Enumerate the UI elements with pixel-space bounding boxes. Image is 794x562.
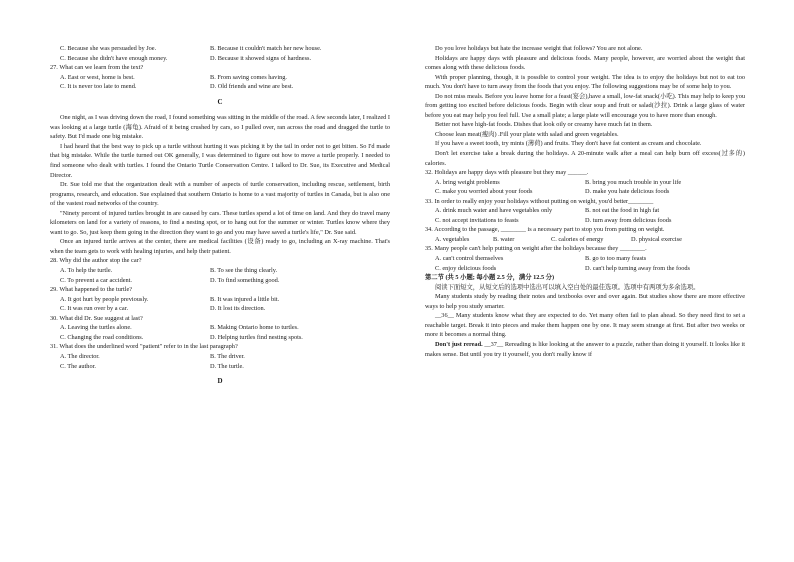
q35-options-row2 [425, 264, 745, 274]
q33-stem: 33. In order to really enjoy your holidays without putting on weight, you'd better________ [425, 197, 654, 205]
q30-stem: 30. What did Dr. Sue suggest at last? [50, 314, 143, 322]
q29-option-b: B. It was injured a little bit. [210, 295, 280, 303]
right-column [425, 44, 745, 359]
q30-option-d: D. Helping turtles find nesting spots. [210, 333, 303, 341]
q30-options-row1 [50, 323, 390, 333]
q35-stem: 35. Many people can't help putting on weight after the holidays because they ________. [425, 245, 647, 253]
q27-option-a: A. East or west, home is best. [60, 73, 135, 81]
q27-option-c: C. It is never too late to mend. [60, 83, 137, 91]
q28-option-c: C. To prevent a car accident. [60, 276, 132, 284]
q32-option-b: B. bring you much trouble in your life [585, 178, 682, 186]
passage-d-para5: Better not have high-fat foods. Dishes that look oily or creamy have much fat in them. [435, 121, 653, 129]
q31-option-d: D. The turtle. [210, 362, 244, 370]
passage2-para3 [425, 340, 745, 359]
q27-option-d: D. Old friends and wine are best. [210, 83, 294, 91]
q34-option-d: D. physical exercise [631, 235, 682, 243]
q26-options-row2 [50, 54, 390, 64]
passage-d-para8: Don't let exercise take a break during the holidays. A 20-minute walk after a meal can help burn off excess(过多的) calories. [425, 150, 745, 167]
q31-options-row1 [50, 352, 390, 362]
q32-options-row2 [425, 187, 745, 197]
q29-stem: 29. What happened to the turtle? [50, 286, 133, 294]
q35-options-row1 [425, 254, 745, 264]
section2-instructions: 阅读下面短文，从短文后的选项中选出可以填入空白处的最佳选项。选项中有两项为多余选项。 [435, 283, 700, 291]
q32-options-row1 [425, 178, 745, 188]
q28-options-row1 [50, 266, 390, 276]
q28-options-row2 [50, 276, 390, 286]
q31-option-c: C. The author. [60, 362, 96, 370]
q32-option-c: C. make you worried about your foods [435, 188, 533, 196]
q34-options [425, 235, 745, 245]
q27-stem: 27. What can we learn from the text? [50, 64, 144, 72]
q29-option-a: A. It got hurt by people previously. [60, 295, 149, 303]
reread-heading: Don't just reread. [435, 340, 483, 348]
passage-c-para3: Dr. Sue told me that the organization dealt with a number of aspects of turtle conservation, including rescue, settlement, birth programs, research, and education. Sue explained that southern Ontario is home to a vast majority of turtles in Canada, but is also one of the vastest road networks of the country. [50, 181, 390, 208]
q35-option-c: C. enjoy delicious foods [435, 264, 497, 272]
q33-options-row1 [425, 206, 745, 216]
passage2-para1: Many students study by reading their notes and textbooks over and over again. But studies show there are more effective ways to help you study smarter. [425, 293, 745, 310]
passage2-para2: __36__ Many students know what they are expected to do. Yet many often fail to plan ahead. So they need first to set a reachable target. Break it into pieces and make them happen one by one. It may seem strange at first. But after two weeks or more it becomes a normal thing. [425, 312, 745, 339]
q33-option-d: D. turn away from delicious foods [585, 216, 672, 224]
passage-d-para1: Do you love holidays but hate the increase weight that follows? You are not alone. [435, 45, 643, 52]
q32-option-d: D. make you hate delicious foods [585, 188, 670, 196]
passage-c-para2: I had heard that the best way to pick up a turtle without hurting it was picking it by the tail in order not to get bitten. So I'd made that big mistake. While the turtle turned out OK generally, I was determined to figure out how to move a turtle properly. I needed to find someone who dealt with turtles. I found the Ontario Turtle Conservation Centre. I talked to Dr. Sue, its Executive and Medical Director. [50, 142, 390, 179]
passage-d-para7: If you have a sweet tooth, try mints (薄荷) and fruits. They don't have fat content as cream and chocolate. [435, 140, 702, 148]
q27-options-row2 [50, 82, 390, 92]
section-c-heading: C [217, 97, 223, 106]
q28-option-d: D. To find something good. [210, 276, 280, 284]
passage-c-para1: One night, as I was driving down the road, I found something was sitting in the middle of the road. A few seconds later, I realized I was looking at a large turtle (海龟). Afraid of it being crushed by cars, so I pulled over, ran across the road and dragged the turtle to safety. But I'd made one big mistake. [50, 114, 390, 141]
reread-text: __37__ Rereading is like looking at the answer to a puzzle, rather than doing it yourself. It looks like it makes sense. But until you try it yourself, you don't really know if [425, 340, 746, 358]
q29-option-c: C. It was run over by a car. [60, 305, 129, 313]
section-d-heading: D [217, 377, 223, 386]
passage-d-para4: Do not miss meals. Before you leave home for a feast(宴会),have a small, low-fat snack(小吃). This may help to keep you from getting too excited before delicious foods. Begin with clear soup and fruit or salad(沙拉). Drink a large glass of water before you eat may help you feel full. Use a small plate; a large plate will encourage you to have more than enough. [425, 92, 745, 119]
q28-option-b: B. To see the thing clearly. [210, 267, 278, 275]
q34-stem: 34. According to the passage, ________ is a necessary part to stop you from putting on weight. [425, 226, 665, 234]
q34-option-a: A. vegetables [435, 235, 470, 243]
q29-option-d: D. It lost its direction. [210, 305, 266, 313]
q34-option-b: B. water [493, 235, 515, 243]
q35-option-b: B. go to too many feasts [585, 255, 647, 263]
passage-c-para4: "Ninety percent of injured turtles brought in are caused by cars. These turtles spend a lot of time on land. And they do travel many kilometers on land for a variety of reasons, to find a nesting spot, or to hang out for the summer or winter. Turtles know where they want to go. So, just keep them going in the direction they want to go and you may have saved a turtle's life," Dr. Sue said. [50, 209, 390, 236]
passage-d-para3: With proper planning, though, it is possible to control your weight. The idea is to enjoy the holidays but not to eat too much. You don't have to turn away from the foods that you enjoy. The following suggestions may be of some help to you. [425, 73, 745, 91]
q30-option-a: A. Leaving the turtles alone. [60, 324, 132, 332]
q31-option-b: B. The driver. [210, 352, 245, 360]
q33-option-a: A. drink much water and have vegetables only [435, 207, 553, 215]
q26-option-c1: C. Because she was persuaded by Joe. [60, 45, 157, 52]
q27-option-b: B. From saving comes having. [210, 73, 287, 81]
q26-options-row1 [50, 44, 390, 54]
q33-options-row2 [425, 216, 745, 226]
q28-option-a: A. To help the turtle. [60, 267, 113, 275]
passage-d-para2: Holidays are happy days with pleasure and delicious foods. Many people, however, are worried about the weight that comes along with these delicious foods. [425, 54, 745, 72]
q28-stem: 28. Why did the author stop the car? [50, 257, 142, 265]
passage-d-para6: Choose lean meat(瘦肉) .Fill your plate with salad and green vegetables. [435, 130, 619, 138]
q30-option-c: C. Changing the road conditions. [60, 333, 144, 341]
q31-option-a: A. The director. [60, 352, 100, 360]
q30-option-b: B. Making Ontario home to turtles. [210, 324, 299, 332]
q33-option-c: C. not accept invitations to feasts [435, 216, 519, 224]
q27-options-row1 [50, 73, 390, 83]
q32-option-a: A. bring weight problems [435, 178, 500, 186]
q33-option-b: B. not eat the food in high fat [585, 207, 660, 215]
q31-stem: 31. What does the underlined word "patient" refer to in the last paragraph? [50, 343, 238, 351]
q32-stem: 32. Holidays are happy days with pleasure but they may ______. [425, 169, 589, 177]
q26-option-d: D. Because it showed signs of hardness. [210, 54, 312, 62]
q35-option-d: D. can't help turning away from the foods [585, 264, 691, 272]
q29-options-row1 [50, 295, 390, 305]
q26-option-c2: C. Because she didn't have enough money. [60, 54, 168, 62]
q35-option-a: A. can't control themselves [435, 255, 504, 263]
left-column [50, 44, 390, 393]
section2-title: 第二节 (共 5 小题; 每小题 2.5 分，满分 12.5 分) [425, 274, 555, 282]
q30-options-row2 [50, 333, 390, 343]
q29-options-row2 [50, 304, 390, 314]
passage-c-para5: Once an injured turtle arrives at the center, there are medical facilities (设备) ready to go, including an X-ray machine. That's when the team gets to work with healing injuries, and help their patient. [50, 238, 390, 255]
q31-options-row2 [50, 362, 390, 372]
q34-option-c: C. calories of energy [551, 235, 604, 243]
q26-option-b: B. Because it couldn't match her new house. [210, 45, 322, 52]
